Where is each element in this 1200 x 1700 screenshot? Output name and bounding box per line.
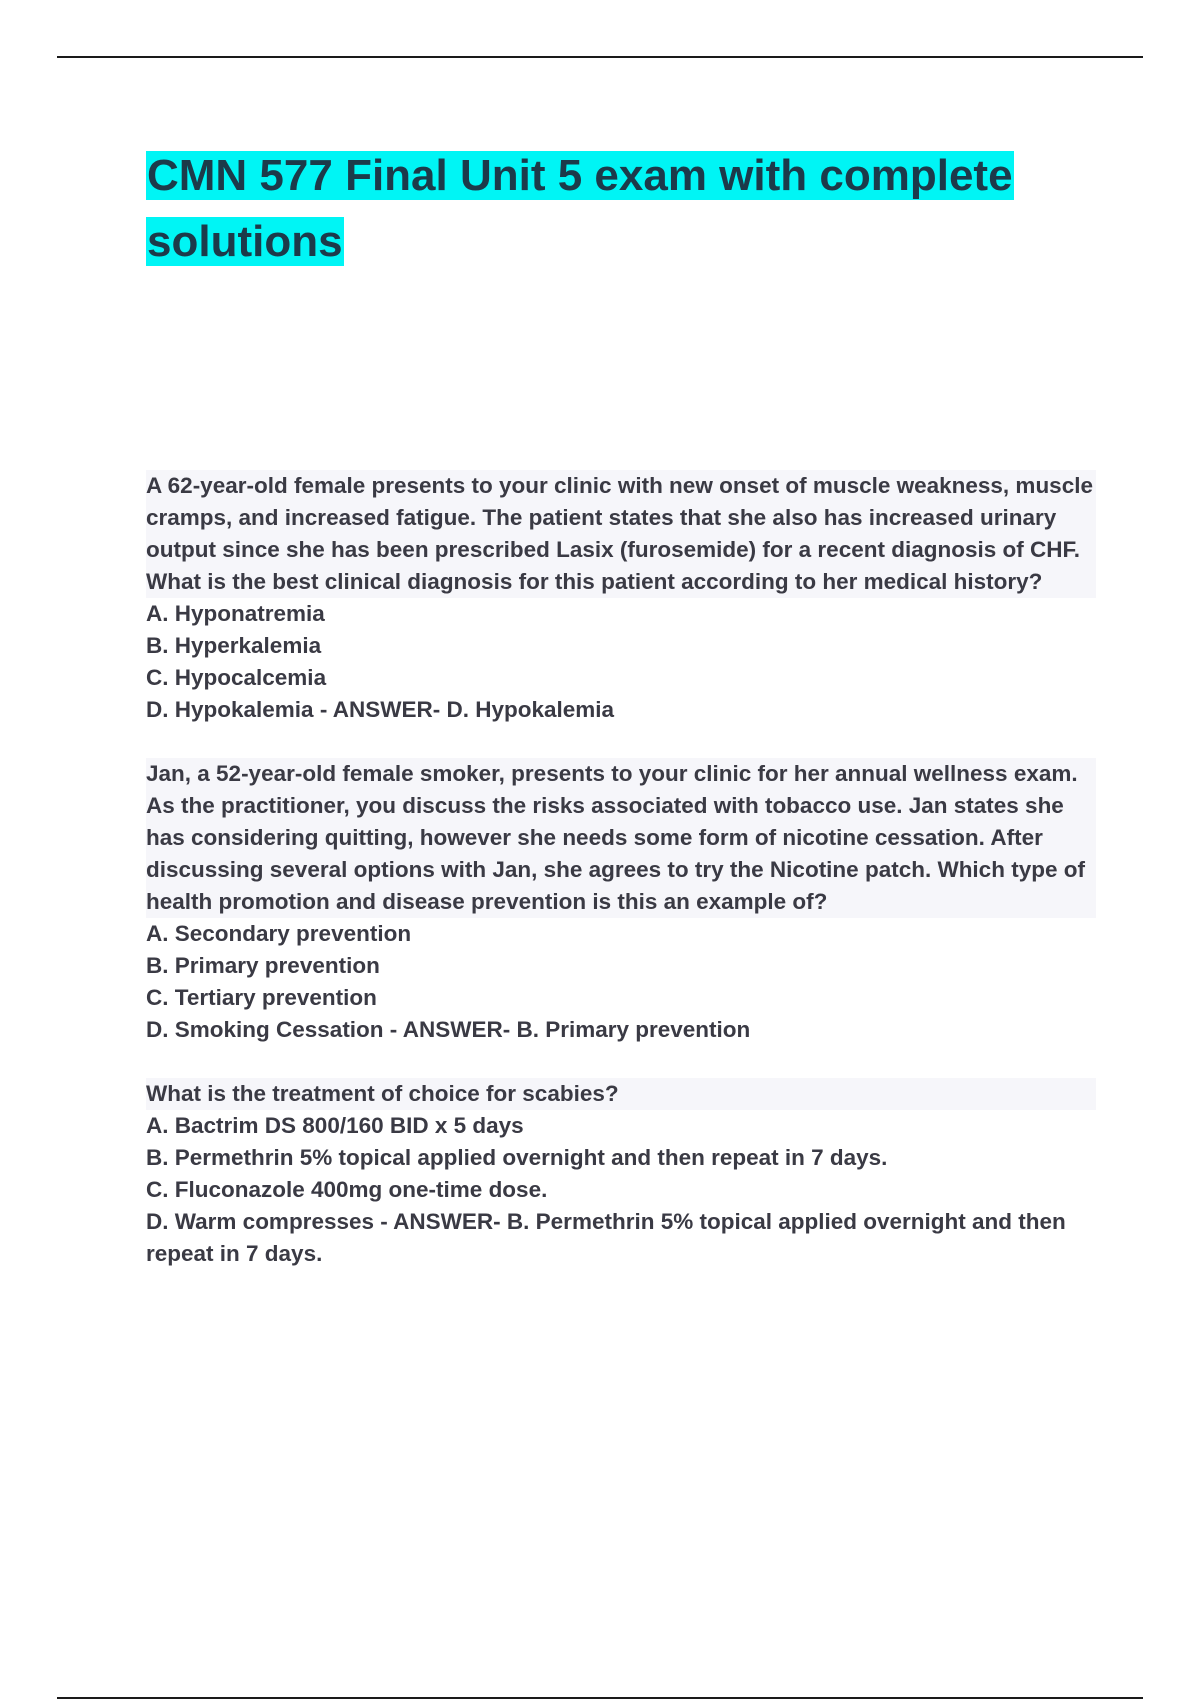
question-stem: Jan, a 52-year-old female smoker, presents to your clinic for her annual wellness exam. As the practitioner, you discuss the risks associated with tobacco use. Jan states she has considering quitting, however she needs some form of nicotine cessation. After discussing several options with Jan, she agrees to try the Nicotine patch. Which type of health promotion and disease prevention is this an example of? [146, 758, 1096, 918]
answer-option-c: C. Fluconazole 400mg one-time dose. [146, 1177, 548, 1202]
question-stem: What is the treatment of choice for scabies? [146, 1078, 1096, 1110]
question-3 [146, 1078, 1096, 1270]
page-title-highlight: CMN 577 Final Unit 5 exam with complete solutions [147, 151, 1013, 266]
answer-option-a: A. Secondary prevention [146, 921, 412, 946]
answer-option-a: A. Hyponatremia [146, 601, 325, 626]
header-rule [57, 56, 1143, 58]
answer-option-c: C. Hypocalcemia [146, 665, 327, 690]
answer-option-b: B. Hyperkalemia [146, 633, 322, 658]
question-1 [146, 470, 1096, 726]
title-block [146, 143, 1086, 275]
question-list [146, 470, 1096, 1302]
question-2 [146, 758, 1096, 1046]
answer-option-a: A. Bactrim DS 800/160 BID x 5 days [146, 1113, 524, 1138]
answer-option-d-with-answer: D. Warm compresses - ANSWER- B. Permethrin 5% topical applied overnight and then repeat in 7 days. [146, 1209, 1066, 1266]
answer-option-b: B. Permethrin 5% topical applied overnight and then repeat in 7 days. [146, 1145, 888, 1170]
answer-option-b: B. Primary prevention [146, 953, 380, 978]
question-stem: A 62-year-old female presents to your clinic with new onset of muscle weakness, muscle cramps, and increased fatigue. The patient states that she also has increased urinary output since she has been prescribed Lasix (furosemide) for a recent diagnosis of CHF. What is the best clinical diagnosis for this patient according to her medical history? [146, 470, 1096, 598]
answer-option-d-with-answer: D. Smoking Cessation - ANSWER- B. Primary prevention [146, 1017, 751, 1042]
answer-option-c: C. Tertiary prevention [146, 985, 377, 1010]
answer-option-d-with-answer: D. Hypokalemia - ANSWER- D. Hypokalemia [146, 697, 615, 722]
footer-rule [57, 1697, 1143, 1699]
page-title [146, 143, 1086, 275]
